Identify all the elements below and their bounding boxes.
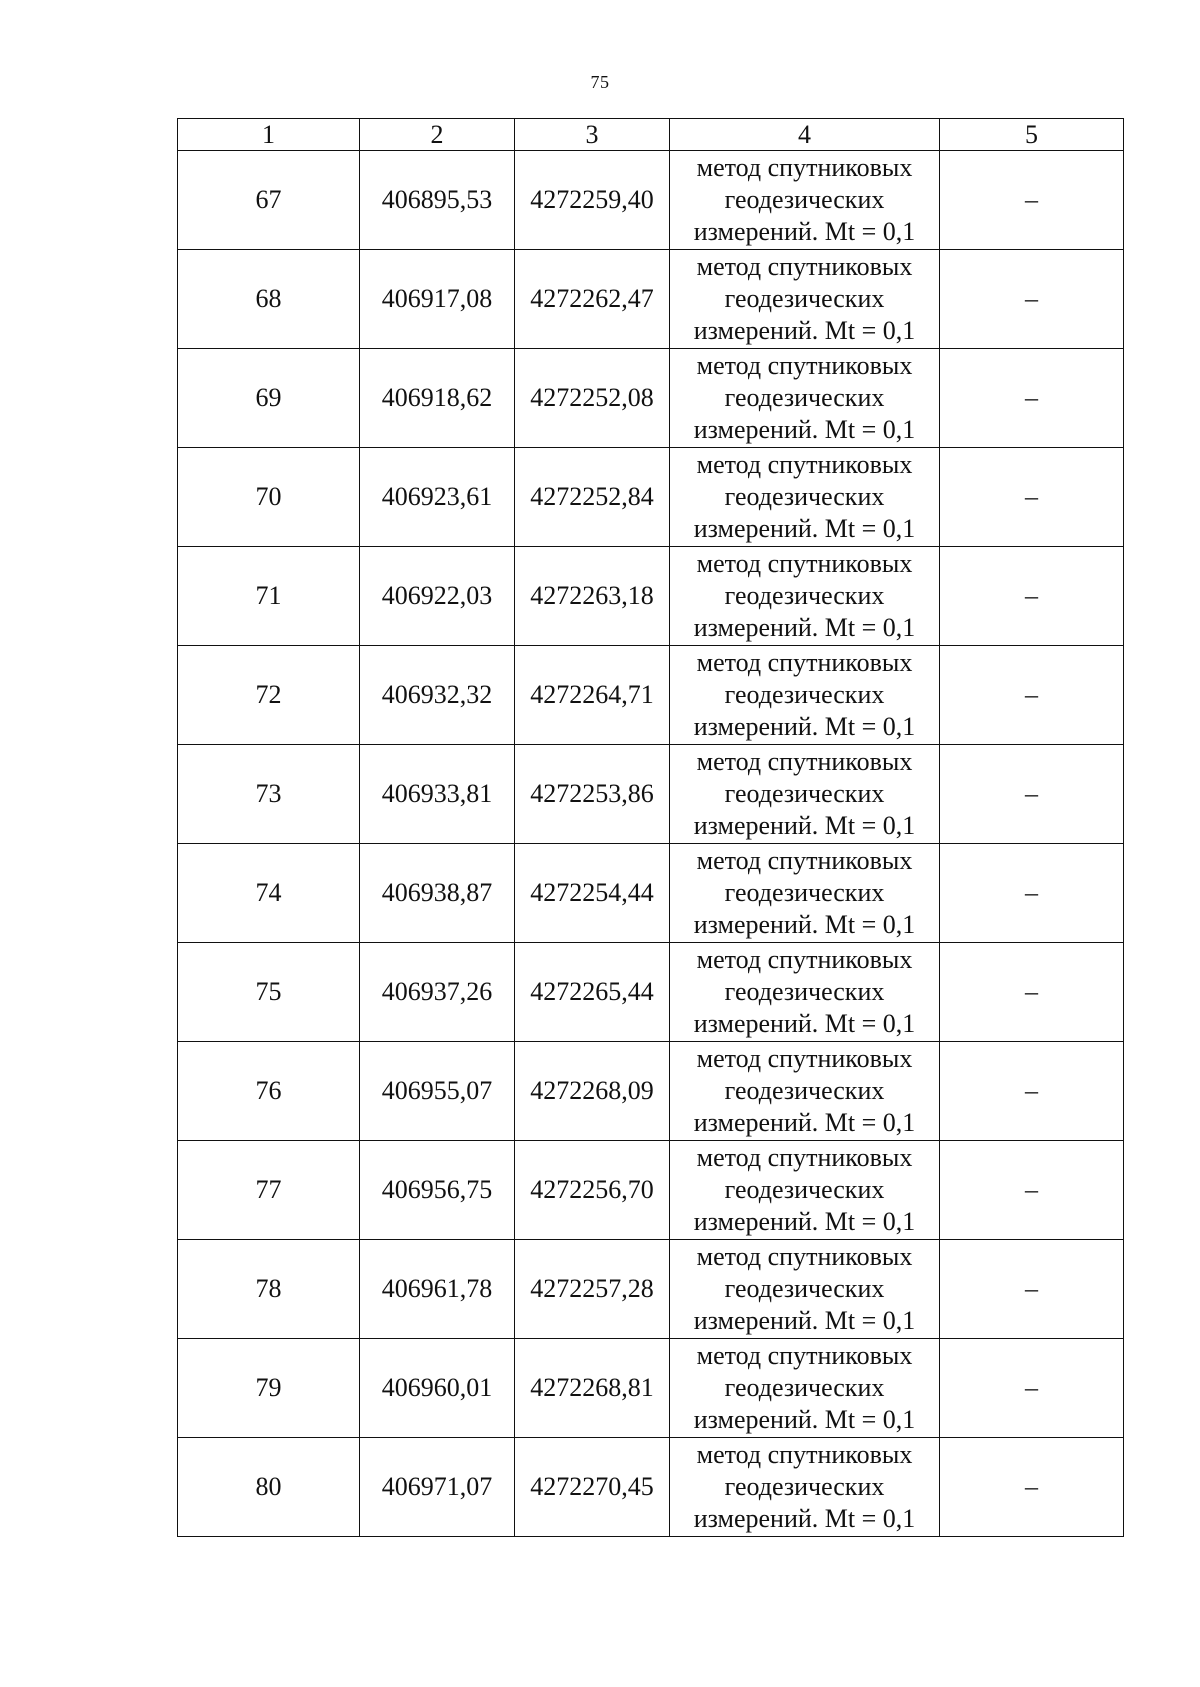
method-cell <box>670 745 940 844</box>
method-line-1: метод спутниковых <box>696 648 913 677</box>
point-number-cell: 79 <box>178 1339 360 1438</box>
method-cell <box>670 1042 940 1141</box>
method-line-1: метод спутниковых <box>696 747 913 776</box>
table-row <box>178 1042 1124 1141</box>
header-col-5: 5 <box>940 119 1124 151</box>
method-cell <box>670 1438 940 1537</box>
header-col-1: 1 <box>178 119 360 151</box>
method-line-3: измерений. Mt = 0,1 <box>693 910 916 939</box>
x-coordinate-cell: 406938,87 <box>360 844 515 943</box>
method-line-3: измерений. Mt = 0,1 <box>693 1405 916 1434</box>
page-number: 75 <box>590 72 610 92</box>
method-cell <box>670 250 940 349</box>
table-row <box>178 547 1124 646</box>
method-cell <box>670 151 940 250</box>
column-5-cell: – <box>940 151 1124 250</box>
method-line-3: измерений. Mt = 0,1 <box>693 1306 916 1335</box>
y-coordinate-cell: 4272252,84 <box>515 448 670 547</box>
point-number-cell: 77 <box>178 1141 360 1240</box>
column-5-cell: – <box>940 1141 1124 1240</box>
method-line-1: метод спутниковых <box>696 1341 913 1370</box>
column-5-cell: – <box>940 349 1124 448</box>
y-coordinate-cell: 4272259,40 <box>515 151 670 250</box>
method-line-2: геодезических <box>724 1373 885 1402</box>
method-line-1: метод спутниковых <box>696 450 913 479</box>
header-col-4: 4 <box>670 119 940 151</box>
column-5-cell: – <box>940 1240 1124 1339</box>
method-line-2: геодезических <box>724 1175 885 1204</box>
method-line-3: измерений. Mt = 0,1 <box>693 217 916 246</box>
method-cell <box>670 844 940 943</box>
column-5-cell: – <box>940 547 1124 646</box>
table-row <box>178 646 1124 745</box>
table-header <box>178 119 1124 151</box>
y-coordinate-cell: 4272268,09 <box>515 1042 670 1141</box>
table-row <box>178 349 1124 448</box>
table-row <box>178 844 1124 943</box>
x-coordinate-cell: 406918,62 <box>360 349 515 448</box>
point-number-cell: 70 <box>178 448 360 547</box>
table-row <box>178 1438 1124 1537</box>
column-5-cell: – <box>940 943 1124 1042</box>
method-line-2: геодезических <box>724 977 885 1006</box>
header-row <box>178 119 1124 151</box>
column-5-cell: – <box>940 250 1124 349</box>
y-coordinate-cell: 4272254,44 <box>515 844 670 943</box>
method-cell <box>670 646 940 745</box>
method-line-1: метод спутниковых <box>696 846 913 875</box>
method-line-3: измерений. Mt = 0,1 <box>693 1108 916 1137</box>
point-number-cell: 78 <box>178 1240 360 1339</box>
method-line-1: метод спутниковых <box>696 1044 913 1073</box>
y-coordinate-cell: 4272256,70 <box>515 1141 670 1240</box>
method-line-1: метод спутниковых <box>696 549 913 578</box>
x-coordinate-cell: 406922,03 <box>360 547 515 646</box>
x-coordinate-cell: 406960,01 <box>360 1339 515 1438</box>
method-line-2: геодезических <box>724 1076 885 1105</box>
table-row <box>178 448 1124 547</box>
coordinates-table <box>177 118 1124 1537</box>
method-cell <box>670 943 940 1042</box>
point-number-cell: 75 <box>178 943 360 1042</box>
table-row <box>178 1141 1124 1240</box>
y-coordinate-cell: 4272257,28 <box>515 1240 670 1339</box>
y-coordinate-cell: 4272263,18 <box>515 547 670 646</box>
method-line-3: измерений. Mt = 0,1 <box>693 613 916 642</box>
column-5-cell: – <box>940 1339 1124 1438</box>
method-cell <box>670 1141 940 1240</box>
method-line-2: геодезических <box>724 482 885 511</box>
point-number-cell: 73 <box>178 745 360 844</box>
table-row <box>178 250 1124 349</box>
table-row <box>178 1339 1124 1438</box>
table-row <box>178 151 1124 250</box>
method-line-2: геодезических <box>724 779 885 808</box>
x-coordinate-cell: 406956,75 <box>360 1141 515 1240</box>
method-line-2: геодезических <box>724 878 885 907</box>
method-line-3: измерений. Mt = 0,1 <box>693 415 916 444</box>
method-line-1: метод спутниковых <box>696 1143 913 1172</box>
method-cell <box>670 1240 940 1339</box>
method-cell <box>670 1339 940 1438</box>
point-number-cell: 76 <box>178 1042 360 1141</box>
y-coordinate-cell: 4272265,44 <box>515 943 670 1042</box>
y-coordinate-cell: 4272268,81 <box>515 1339 670 1438</box>
method-line-1: метод спутниковых <box>696 945 913 974</box>
method-line-3: измерений. Mt = 0,1 <box>693 712 916 741</box>
column-5-cell: – <box>940 1438 1124 1537</box>
column-5-cell: – <box>940 1042 1124 1141</box>
method-line-2: геодезических <box>724 185 885 214</box>
method-line-3: измерений. Mt = 0,1 <box>693 1504 916 1533</box>
y-coordinate-cell: 4272253,86 <box>515 745 670 844</box>
table-row <box>178 1240 1124 1339</box>
method-line-3: измерений. Mt = 0,1 <box>693 811 916 840</box>
x-coordinate-cell: 406917,08 <box>360 250 515 349</box>
method-line-1: метод спутниковых <box>696 153 913 182</box>
table-row <box>178 745 1124 844</box>
method-line-1: метод спутниковых <box>696 351 913 380</box>
method-line-1: метод спутниковых <box>696 252 913 281</box>
header-col-2: 2 <box>360 119 515 151</box>
table-row <box>178 943 1124 1042</box>
column-5-cell: – <box>940 448 1124 547</box>
y-coordinate-cell: 4272264,71 <box>515 646 670 745</box>
method-cell <box>670 349 940 448</box>
header-col-3: 3 <box>515 119 670 151</box>
column-5-cell: – <box>940 844 1124 943</box>
y-coordinate-cell: 4272262,47 <box>515 250 670 349</box>
point-number-cell: 68 <box>178 250 360 349</box>
x-coordinate-cell: 406932,32 <box>360 646 515 745</box>
table-body <box>178 151 1124 1537</box>
x-coordinate-cell: 406955,07 <box>360 1042 515 1141</box>
method-line-2: геодезических <box>724 383 885 412</box>
method-line-2: геодезических <box>724 581 885 610</box>
column-5-cell: – <box>940 745 1124 844</box>
method-cell <box>670 448 940 547</box>
method-line-2: геодезических <box>724 1472 885 1501</box>
x-coordinate-cell: 406895,53 <box>360 151 515 250</box>
method-line-3: измерений. Mt = 0,1 <box>693 1009 916 1038</box>
y-coordinate-cell: 4272252,08 <box>515 349 670 448</box>
x-coordinate-cell: 406933,81 <box>360 745 515 844</box>
column-5-cell: – <box>940 646 1124 745</box>
y-coordinate-cell: 4272270,45 <box>515 1438 670 1537</box>
method-line-3: измерений. Mt = 0,1 <box>693 316 916 345</box>
point-number-cell: 74 <box>178 844 360 943</box>
method-line-2: геодезических <box>724 1274 885 1303</box>
point-number-cell: 72 <box>178 646 360 745</box>
x-coordinate-cell: 406961,78 <box>360 1240 515 1339</box>
method-line-2: геодезических <box>724 680 885 709</box>
method-line-2: геодезических <box>724 284 885 313</box>
method-line-1: метод спутниковых <box>696 1242 913 1271</box>
x-coordinate-cell: 406923,61 <box>360 448 515 547</box>
point-number-cell: 80 <box>178 1438 360 1537</box>
method-line-3: измерений. Mt = 0,1 <box>693 1207 916 1236</box>
method-cell <box>670 547 940 646</box>
point-number-cell: 67 <box>178 151 360 250</box>
x-coordinate-cell: 406971,07 <box>360 1438 515 1537</box>
point-number-cell: 69 <box>178 349 360 448</box>
point-number-cell: 71 <box>178 547 360 646</box>
method-line-1: метод спутниковых <box>696 1440 913 1469</box>
x-coordinate-cell: 406937,26 <box>360 943 515 1042</box>
method-line-3: измерений. Mt = 0,1 <box>693 514 916 543</box>
